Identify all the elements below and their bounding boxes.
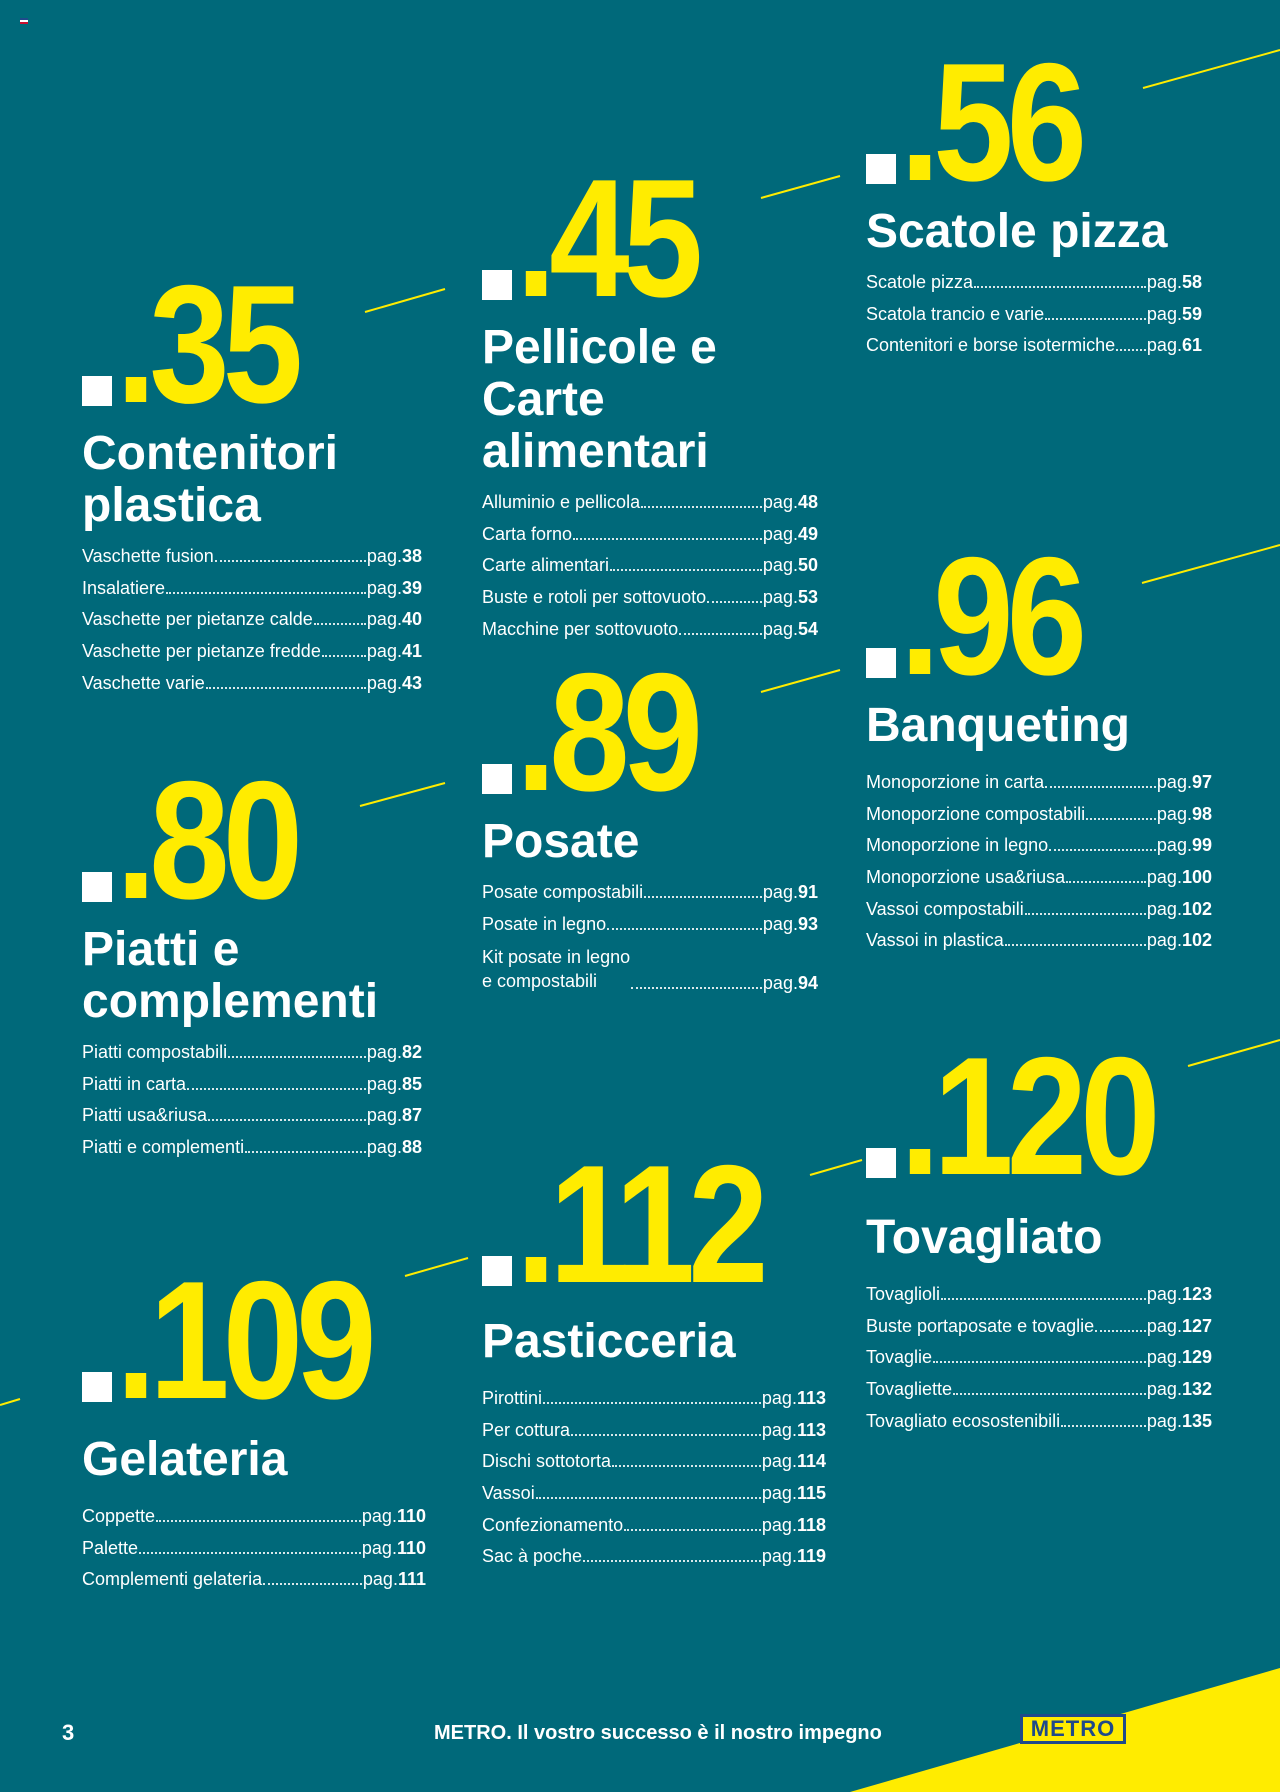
page-number: 58 xyxy=(1181,272,1202,292)
pag-prefix: pag. xyxy=(1156,835,1192,856)
dot-leader xyxy=(215,560,366,562)
item-label: Buste e rotoli per sottovuoto xyxy=(482,587,707,608)
list-item[interactable] xyxy=(866,335,1202,355)
dot-leader xyxy=(314,623,366,625)
section-item-list xyxy=(82,1506,426,1589)
dot-leader xyxy=(631,987,762,989)
page-number: 102 xyxy=(1181,898,1212,919)
section-title-line: Banqueting xyxy=(866,699,1130,752)
pag-prefix: pag. xyxy=(761,1419,797,1440)
list-item[interactable] xyxy=(482,1451,826,1471)
section-pellicole-carte xyxy=(482,144,822,650)
dot-leader xyxy=(607,928,762,930)
section-title-line: complementi xyxy=(82,975,379,1028)
dot-leader xyxy=(536,1497,761,1499)
pag-prefix: pag. xyxy=(762,492,798,512)
item-label: Piatti e complementi xyxy=(82,1137,245,1158)
page-number: 132 xyxy=(1181,1379,1212,1400)
pag-prefix: pag. xyxy=(762,587,798,608)
list-item[interactable] xyxy=(866,835,1212,855)
dot-leader xyxy=(156,1520,361,1522)
dot-leader xyxy=(933,1361,1146,1363)
number-square-icon xyxy=(82,376,112,406)
page-number: 87 xyxy=(401,1105,422,1126)
number-square-icon xyxy=(866,154,896,184)
item-label: Tovagliato ecosostenibili xyxy=(866,1410,1061,1431)
list-item[interactable] xyxy=(482,914,818,934)
item-label: Monoporzione compostabili xyxy=(866,803,1086,824)
page-number: 97 xyxy=(1191,772,1212,792)
page-number: 40 xyxy=(401,609,422,630)
section-number xyxy=(82,746,422,934)
item-label: Tovaglie xyxy=(866,1347,933,1368)
pag-prefix: pag. xyxy=(366,1073,402,1094)
item-label: Complementi gelateria xyxy=(82,1569,263,1590)
section-number-digits: .45 xyxy=(516,144,697,332)
item-label: Scatole pizza xyxy=(866,272,974,292)
pag-prefix: pag. xyxy=(366,577,402,598)
pag-prefix: pag. xyxy=(1146,898,1182,919)
list-item[interactable] xyxy=(482,587,818,607)
page-number: 43 xyxy=(401,672,422,693)
section-item-list xyxy=(866,772,1212,950)
dot-leader xyxy=(228,1056,366,1058)
item-label: Piatti compostabili xyxy=(82,1042,228,1062)
item-label: Insalatiere xyxy=(82,577,166,598)
section-item-list xyxy=(482,1388,826,1566)
section-title-line: Pellicole e xyxy=(482,321,717,374)
section-contenitori-plastica xyxy=(82,250,422,704)
list-item[interactable] xyxy=(482,1483,826,1503)
item-label: Macchine per sottovuoto xyxy=(482,618,679,639)
item-label: Palette xyxy=(82,1537,139,1558)
section-title xyxy=(82,924,422,1028)
list-item[interactable] xyxy=(82,578,422,598)
dot-leader xyxy=(583,1560,761,1562)
page-number: 129 xyxy=(1181,1347,1212,1368)
dot-leader xyxy=(571,1434,761,1436)
pag-prefix: pag. xyxy=(366,1042,402,1062)
dot-leader xyxy=(1045,318,1146,320)
dot-leader xyxy=(974,286,1146,288)
section-title xyxy=(482,1316,830,1368)
section-item-list xyxy=(866,1284,1212,1431)
item-label xyxy=(482,945,630,993)
section-scatole-pizza xyxy=(866,28,1206,367)
number-square-icon xyxy=(866,1148,896,1178)
list-item[interactable] xyxy=(482,555,818,575)
accent-line xyxy=(0,1399,20,1405)
page-number: 82 xyxy=(401,1042,422,1062)
pag-prefix: pag. xyxy=(762,555,798,576)
page-number: 113 xyxy=(796,1419,826,1440)
footer-tagline: METRO. Il vostro successo è il nostro impegno xyxy=(434,1722,882,1744)
item-label: Vassoi xyxy=(482,1483,535,1504)
item-label: Sac à poche xyxy=(482,1546,583,1567)
page-number: 111 xyxy=(397,1569,426,1590)
page-number: 91 xyxy=(797,882,818,902)
section-item-list xyxy=(82,1042,422,1157)
page-number: 99 xyxy=(1191,835,1212,856)
item-label: Coppette xyxy=(82,1506,156,1526)
dot-leader xyxy=(1116,349,1146,351)
page-number: 61 xyxy=(1181,335,1202,356)
list-item[interactable] xyxy=(482,945,818,993)
list-item[interactable] xyxy=(482,1546,826,1566)
section-title-line: Scatole pizza xyxy=(866,205,1168,258)
page-number: 98 xyxy=(1191,803,1212,824)
section-number-digits: .112 xyxy=(516,1130,762,1318)
pag-prefix: pag. xyxy=(361,1506,397,1526)
dot-leader xyxy=(1049,849,1156,851)
section-number-digits: .89 xyxy=(516,638,697,826)
dot-leader xyxy=(641,506,762,508)
section-title-line: Carte alimentari xyxy=(482,373,709,478)
section-title xyxy=(482,322,822,478)
page-number: 113 xyxy=(796,1388,826,1408)
pag-prefix: pag. xyxy=(366,672,402,693)
list-item[interactable] xyxy=(866,930,1212,950)
item-label: Buste portaposate e tovaglie xyxy=(866,1315,1095,1336)
pag-prefix: pag. xyxy=(1146,272,1182,292)
pag-prefix: pag. xyxy=(1146,1347,1182,1368)
item-label: Per cottura xyxy=(482,1419,571,1440)
page-number: 53 xyxy=(797,587,818,608)
list-item[interactable] xyxy=(82,1538,426,1558)
item-label: Carta forno xyxy=(482,523,573,544)
pag-prefix: pag. xyxy=(1146,1379,1182,1400)
page-number: 127 xyxy=(1181,1315,1212,1336)
item-label: Vaschette per pietanze fredde xyxy=(82,641,321,662)
section-number xyxy=(866,1022,1216,1210)
item-label-line: e compostabili xyxy=(482,971,598,992)
number-square-icon xyxy=(482,764,512,794)
pag-prefix: pag. xyxy=(762,913,798,934)
list-item[interactable] xyxy=(82,609,422,629)
item-label: Alluminio e pellicola xyxy=(482,492,641,512)
pag-prefix: pag. xyxy=(1146,303,1182,324)
pag-prefix: pag. xyxy=(762,973,798,994)
pag-prefix: pag. xyxy=(1146,1315,1182,1336)
list-item[interactable] xyxy=(82,1042,422,1062)
pag-prefix: pag. xyxy=(761,1483,797,1504)
list-item[interactable] xyxy=(866,772,1212,792)
dot-leader xyxy=(245,1151,366,1153)
dot-leader xyxy=(612,1465,761,1467)
pag-prefix: pag. xyxy=(1156,772,1192,792)
section-number xyxy=(482,1130,830,1318)
section-number-digits: .120 xyxy=(900,1022,1154,1210)
page-number: 135 xyxy=(1181,1410,1212,1431)
dot-leader xyxy=(206,687,366,689)
dot-leader xyxy=(941,1298,1146,1300)
pag-prefix: pag. xyxy=(366,1105,402,1126)
page-number: 48 xyxy=(797,492,818,512)
dot-leader xyxy=(1005,944,1146,946)
list-item[interactable] xyxy=(866,804,1212,824)
dot-leader xyxy=(1045,786,1156,788)
section-title-line: Pasticceria xyxy=(482,1315,736,1368)
section-banqueting xyxy=(866,522,1212,962)
dot-leader xyxy=(139,1552,361,1554)
page-number: 41 xyxy=(401,641,422,662)
page-number: 39 xyxy=(401,577,422,598)
list-item[interactable] xyxy=(82,1569,426,1589)
item-label: Pirottini xyxy=(482,1388,543,1408)
list-item[interactable] xyxy=(482,1515,826,1535)
section-number xyxy=(482,638,822,826)
item-label: Vaschette varie xyxy=(82,672,205,693)
pag-prefix: pag. xyxy=(761,1451,797,1472)
dot-leader xyxy=(263,1583,362,1585)
page-number: 123 xyxy=(1181,1284,1212,1304)
number-square-icon xyxy=(482,1256,512,1286)
list-item[interactable] xyxy=(482,492,818,512)
item-label: Piatti usa&riusa xyxy=(82,1105,208,1126)
pag-prefix: pag. xyxy=(362,1569,398,1590)
section-number xyxy=(482,144,822,332)
pag-prefix: pag. xyxy=(762,523,798,544)
metro-logo: METRO xyxy=(1020,1714,1126,1744)
pag-prefix: pag. xyxy=(761,1546,797,1567)
dot-leader xyxy=(1025,913,1146,915)
dot-leader xyxy=(543,1402,761,1404)
list-item[interactable] xyxy=(866,899,1212,919)
pag-prefix: pag. xyxy=(762,882,798,902)
page-number: 119 xyxy=(796,1546,826,1567)
section-item-list xyxy=(866,272,1202,355)
number-square-icon xyxy=(482,270,512,300)
list-item[interactable] xyxy=(866,1411,1212,1431)
list-item[interactable] xyxy=(82,1074,422,1094)
item-label: Posate in legno xyxy=(482,913,607,934)
list-item[interactable] xyxy=(866,272,1202,292)
item-label: Piatti in carta xyxy=(82,1073,187,1094)
pag-prefix: pag. xyxy=(1146,1284,1182,1304)
pag-prefix: pag. xyxy=(1146,930,1182,951)
item-label: Vaschette per pietanze calde xyxy=(82,609,313,630)
page-number: 54 xyxy=(797,618,818,639)
page-number: 115 xyxy=(796,1483,826,1504)
dot-leader xyxy=(1066,881,1146,883)
dot-leader xyxy=(208,1119,366,1121)
pag-prefix: pag. xyxy=(761,1514,797,1535)
section-posate xyxy=(482,638,822,1005)
item-label-line: Kit posate in legno xyxy=(482,947,631,968)
dot-leader xyxy=(166,592,366,594)
page-number: 50 xyxy=(797,555,818,576)
list-item[interactable] xyxy=(482,1388,826,1408)
page-number: 100 xyxy=(1181,867,1212,888)
item-label: Monoporzione usa&riusa xyxy=(866,867,1066,888)
page-number: 88 xyxy=(401,1137,422,1158)
page-number: 59 xyxy=(1181,303,1202,324)
footer-page-number: 3 xyxy=(62,1720,75,1745)
section-number xyxy=(82,1246,430,1434)
pag-prefix: pag. xyxy=(1146,335,1182,356)
pag-prefix: pag. xyxy=(1156,803,1192,824)
section-item-list xyxy=(482,882,818,993)
page-number: 49 xyxy=(797,523,818,544)
section-number xyxy=(82,250,422,438)
page-number: 38 xyxy=(401,546,422,566)
pag-prefix: pag. xyxy=(762,618,798,639)
number-square-icon xyxy=(82,1372,112,1402)
item-label: Scatola trancio e varie xyxy=(866,303,1045,324)
section-gelateria xyxy=(82,1246,430,1601)
item-label: Confezionamento xyxy=(482,1514,624,1535)
item-label: Contenitori e borse isotermiche xyxy=(866,335,1116,356)
dot-leader xyxy=(679,633,762,635)
list-item[interactable] xyxy=(866,1347,1212,1367)
list-item[interactable] xyxy=(82,673,422,693)
pag-prefix: pag. xyxy=(366,546,402,566)
section-title xyxy=(82,1434,430,1486)
section-title-line: Posate xyxy=(482,815,640,868)
section-title-line: Tovagliato xyxy=(866,1211,1103,1264)
section-item-list xyxy=(482,492,818,639)
list-item[interactable] xyxy=(82,641,422,661)
dot-leader xyxy=(322,655,366,657)
list-item[interactable] xyxy=(82,546,422,566)
section-piatti-complementi xyxy=(82,746,422,1169)
item-label: Vaschette fusion xyxy=(82,546,214,566)
section-title xyxy=(866,1212,1216,1264)
section-number-digits: .35 xyxy=(116,250,297,438)
dot-leader xyxy=(573,538,762,540)
item-label: Tovaglioli xyxy=(866,1284,941,1304)
pag-prefix: pag. xyxy=(1146,867,1182,888)
list-item[interactable] xyxy=(866,867,1212,887)
dot-leader xyxy=(187,1088,366,1090)
list-item[interactable] xyxy=(866,1284,1212,1304)
pag-prefix: pag. xyxy=(366,609,402,630)
item-label: Carte alimentari xyxy=(482,555,610,576)
list-item[interactable] xyxy=(82,1137,422,1157)
page-number: 102 xyxy=(1181,930,1212,951)
list-item[interactable] xyxy=(866,1379,1212,1399)
list-item[interactable] xyxy=(82,1506,426,1526)
section-number xyxy=(866,522,1206,710)
section-title-line: Gelateria xyxy=(82,1433,288,1486)
list-item[interactable] xyxy=(866,304,1202,324)
dot-leader xyxy=(610,569,762,571)
section-title-line: Piatti e xyxy=(82,923,240,976)
page-number: 85 xyxy=(401,1073,422,1094)
list-item[interactable] xyxy=(82,1105,422,1125)
item-label: Vassoi in plastica xyxy=(866,930,1004,951)
section-number-digits: .80 xyxy=(116,746,297,934)
language-flag-icon xyxy=(20,18,28,26)
section-tovagliato xyxy=(866,1022,1216,1442)
list-item[interactable] xyxy=(482,1420,826,1440)
section-number-digits: .96 xyxy=(900,522,1081,710)
number-square-icon xyxy=(82,872,112,902)
dot-leader xyxy=(953,1393,1146,1395)
item-label: Tovagliette xyxy=(866,1379,953,1400)
list-item[interactable] xyxy=(482,619,818,639)
page-number: 93 xyxy=(797,913,818,934)
pag-prefix: pag. xyxy=(366,641,402,662)
section-title xyxy=(82,428,422,532)
section-number-digits: .109 xyxy=(116,1246,370,1434)
section-title-line: Contenitori xyxy=(82,427,338,480)
list-item[interactable] xyxy=(866,1316,1212,1336)
list-item[interactable] xyxy=(482,524,818,544)
page-number: 110 xyxy=(396,1506,426,1526)
section-pasticceria xyxy=(482,1130,830,1578)
page-number: 114 xyxy=(796,1451,826,1472)
item-label: Vassoi compostabili xyxy=(866,898,1024,919)
item-label: Monoporzione in legno xyxy=(866,835,1049,856)
pag-prefix: pag. xyxy=(761,1388,797,1408)
dot-leader xyxy=(1061,1425,1146,1427)
page-number: 94 xyxy=(797,973,818,994)
item-label: Monoporzione in carta xyxy=(866,772,1045,792)
pag-prefix: pag. xyxy=(361,1537,397,1558)
number-square-icon xyxy=(866,648,896,678)
dot-leader xyxy=(1086,818,1156,820)
section-title-line: plastica xyxy=(82,479,261,532)
dot-leader xyxy=(707,601,762,603)
section-number xyxy=(866,28,1206,216)
item-label: Dischi sottotorta xyxy=(482,1451,612,1472)
page-number: 110 xyxy=(396,1537,426,1558)
section-item-list xyxy=(82,546,422,693)
item-label: Posate compostabili xyxy=(482,882,644,902)
page-number: 118 xyxy=(796,1514,826,1535)
dot-leader xyxy=(644,896,762,898)
list-item[interactable] xyxy=(482,882,818,902)
dot-leader xyxy=(1095,1330,1146,1332)
pag-prefix: pag. xyxy=(366,1137,402,1158)
section-number-digits: .56 xyxy=(900,28,1081,216)
pag-prefix: pag. xyxy=(1146,1410,1182,1431)
dot-leader xyxy=(624,1529,761,1531)
